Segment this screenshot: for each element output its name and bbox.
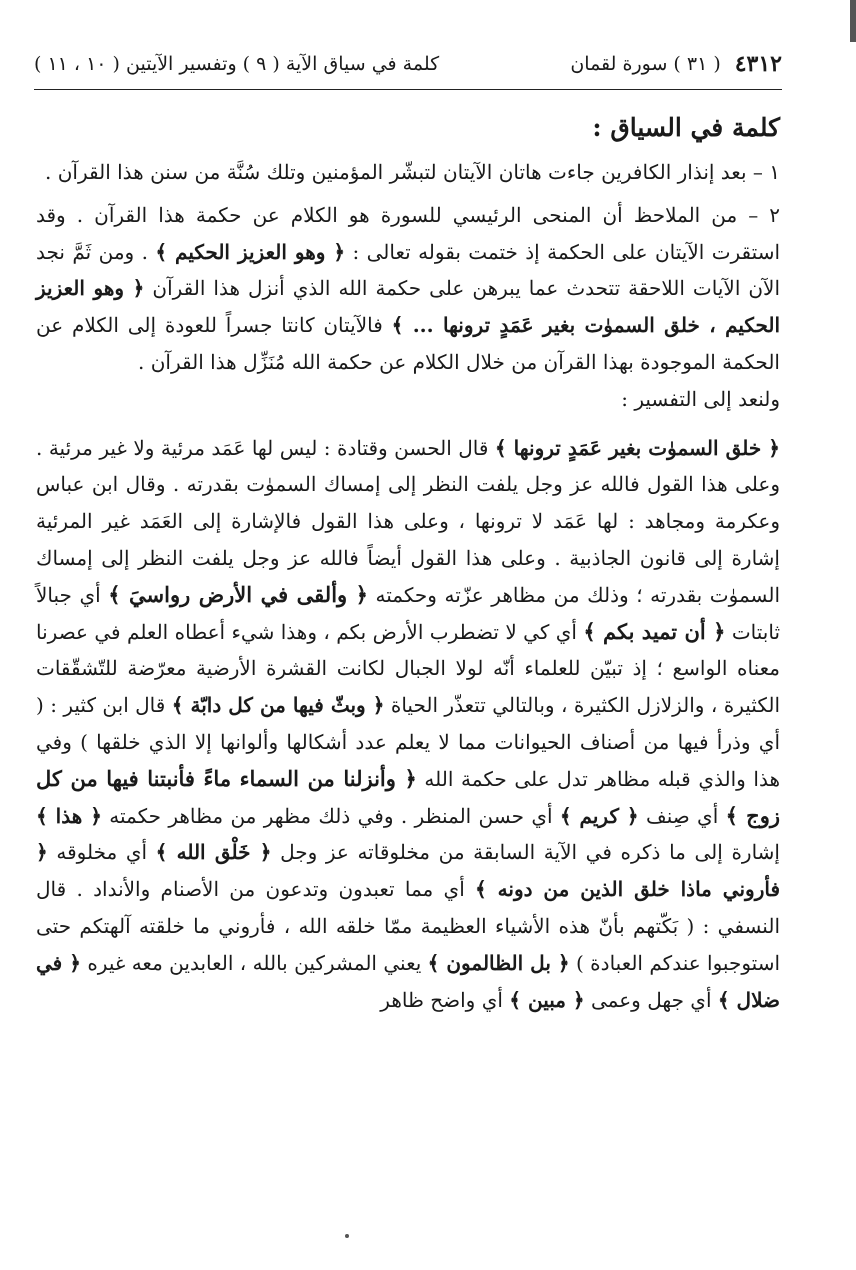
header-context: كلمة في سياق الآية ( ٩ ) وتفسير الآيتين ( ١٠ ، ١١ ) [34, 53, 440, 75]
section-title: كلمة في السياق : [592, 113, 780, 142]
tafsir-text: أي كي لا تضطرب الأرض بكم ، وهذا شيء أعطاه العلم في عصرنا معناه الواسع ؛ إذ تبيّن للعلماء أنّه لولا الجبال لكانت القشرة الأرضية معرّضة للتّشقّقات الكثيرة ، والزلازل الكثيرة ، وبالتالي تتعذّر الحياة [36, 619, 781, 718]
quran-quote: ﴿ مبين ﴾ [509, 987, 585, 1012]
quran-quote: ﴿ أن تميد بكم ﴾ [583, 618, 726, 644]
quran-quote: ﴿ خَلْق الله ﴾ [155, 840, 272, 865]
quran-quote: ﴿ كريم ﴾ [559, 803, 639, 828]
paragraph-2-text-c: فالآيتان كانتا جسراً للعودة إلى الكلام عن الحكمة الموجودة بهذا القرآن من خلال الكلام عن حكمة الله مُنَزِّل هذا القرآن . [36, 313, 780, 374]
page-dot-mark [345, 1234, 349, 1238]
quran-quote: ﴿ وألقى في الأرض رواسيَ ﴾ [108, 581, 368, 607]
quran-quote: ﴿ وأنزلنا من السماء ماءً فأنبتنا فيها من كل زوج ﴾ [36, 765, 781, 828]
page-corner-mark [850, 0, 856, 42]
quran-quote: ﴿ في ضلال ﴾ [36, 950, 780, 1012]
quran-quote: ﴿ بل الظالمون ﴾ [427, 950, 570, 975]
tafsir-text: أي صِنف [645, 803, 719, 828]
tafsir-text: قال ابن كثير : ( أي وذرأ فيها من أصناف الحيوانات مما لا يعلم عدد أشكالها وألوانها إلا الذي خلقها ) وفي هذا والذي قبله مظاهر تدل على حكمة الله [36, 693, 781, 791]
tafsir-text: أي واضح ظاهر [380, 987, 503, 1012]
tafsir-text: أي جهل وعمى [591, 987, 712, 1012]
header-rule [34, 89, 782, 90]
tafsir-text: أي مما تعبدون وتدعون من الأصنام والأنداد . قال النسفي : ( بَكّتهم بأنّ هذه الأشياء العظيمة ممّا خلقه الله ، فأروني ما خلقته آلهتكم حتى استوجبوا عندكم العبادة ) [36, 877, 781, 975]
page-number: ٤٣١٢ [734, 51, 782, 77]
surah-name: ( ٣١ ) سورة لقمان [570, 53, 721, 75]
tafsir-text: أي حسن المنظر . وفي ذلك مظهر من مظاهر حكمته [109, 803, 553, 828]
tafsir-text: أي جبالاً ثابتات [36, 582, 781, 644]
tafsir-text: يعني المشركين بالله ، العابدين معه غيره [87, 950, 422, 975]
paragraph-2-text-b: . ومن ثَمَّ نجد الآن الآيات اللاحقة تتحدث عما يبرهن على حكمة الله الذي أنزل هذا القرآن [36, 239, 781, 301]
page-body [36, 108, 780, 1018]
quran-quote: ﴿ وهو العزيز الحكيم ، خلق السموٰت بغير عَمَدٍ ترونها ... ﴾ [36, 276, 781, 338]
page-header [34, 44, 782, 84]
paragraph-2 [36, 197, 780, 381]
tafsir-paragraph [36, 430, 780, 1019]
tafsir-text: إشارة إلى ما ذكره في الآية السابقة من مخلوقاته عز وجل [280, 840, 780, 865]
quran-quote: ﴿ هذا ﴾ [36, 803, 102, 828]
quran-quote: ﴿ وهو العزيز الحكيم ﴾ [155, 239, 346, 264]
paragraph-3: ولنعد إلى التفسير : [621, 386, 780, 411]
quran-quote: ﴿ فأروني ماذا خلق الذين من دونه ﴾ [36, 840, 781, 902]
quran-quote: ﴿ خلق السموٰت بغير عَمَدٍ ترونها ﴾ [494, 435, 781, 460]
tafsir-text: أي مخلوقه [56, 840, 148, 865]
paragraph-2-text-a: ٢ – من الملاحظ أن المنحى الرئيسي للسورة هو الكلام عن حكمة هذا القرآن . وقد استقرت الآيتان على الحكمة إذ ختمت بقوله تعالى : [36, 202, 781, 264]
tafsir-text: قال الحسن وقتادة : ليس لها عَمَد مرئية ولا غير مرئية . وعلى هذا القول فالله عز وجل يلفت النظر إلى إمساك السموٰت بقدرته . وقال ابن عباس وعكرمة ومجاهد : لها عَمَد لا ترونها ، وعلى هذا القول فالإشارة إلى العَمَد غير المرئية إشارة إلى قانون الجاذبية . وعلى هذا القول أيضاً فالله عز وجل يلفت النظر إلى إمساك السموٰت بقدرته ؛ وذلك من مظاهر عزّته وحكمته [36, 435, 781, 607]
paragraph-1: ١ – بعد إنذار الكافرين جاءت هاتان الآيتان لتبشّر المؤمنين وتلك سُنَّة من سنن هذا القرآن . [45, 160, 780, 184]
quran-quote: ﴿ وبثّ فيها من كل دابّة ﴾ [171, 693, 385, 718]
